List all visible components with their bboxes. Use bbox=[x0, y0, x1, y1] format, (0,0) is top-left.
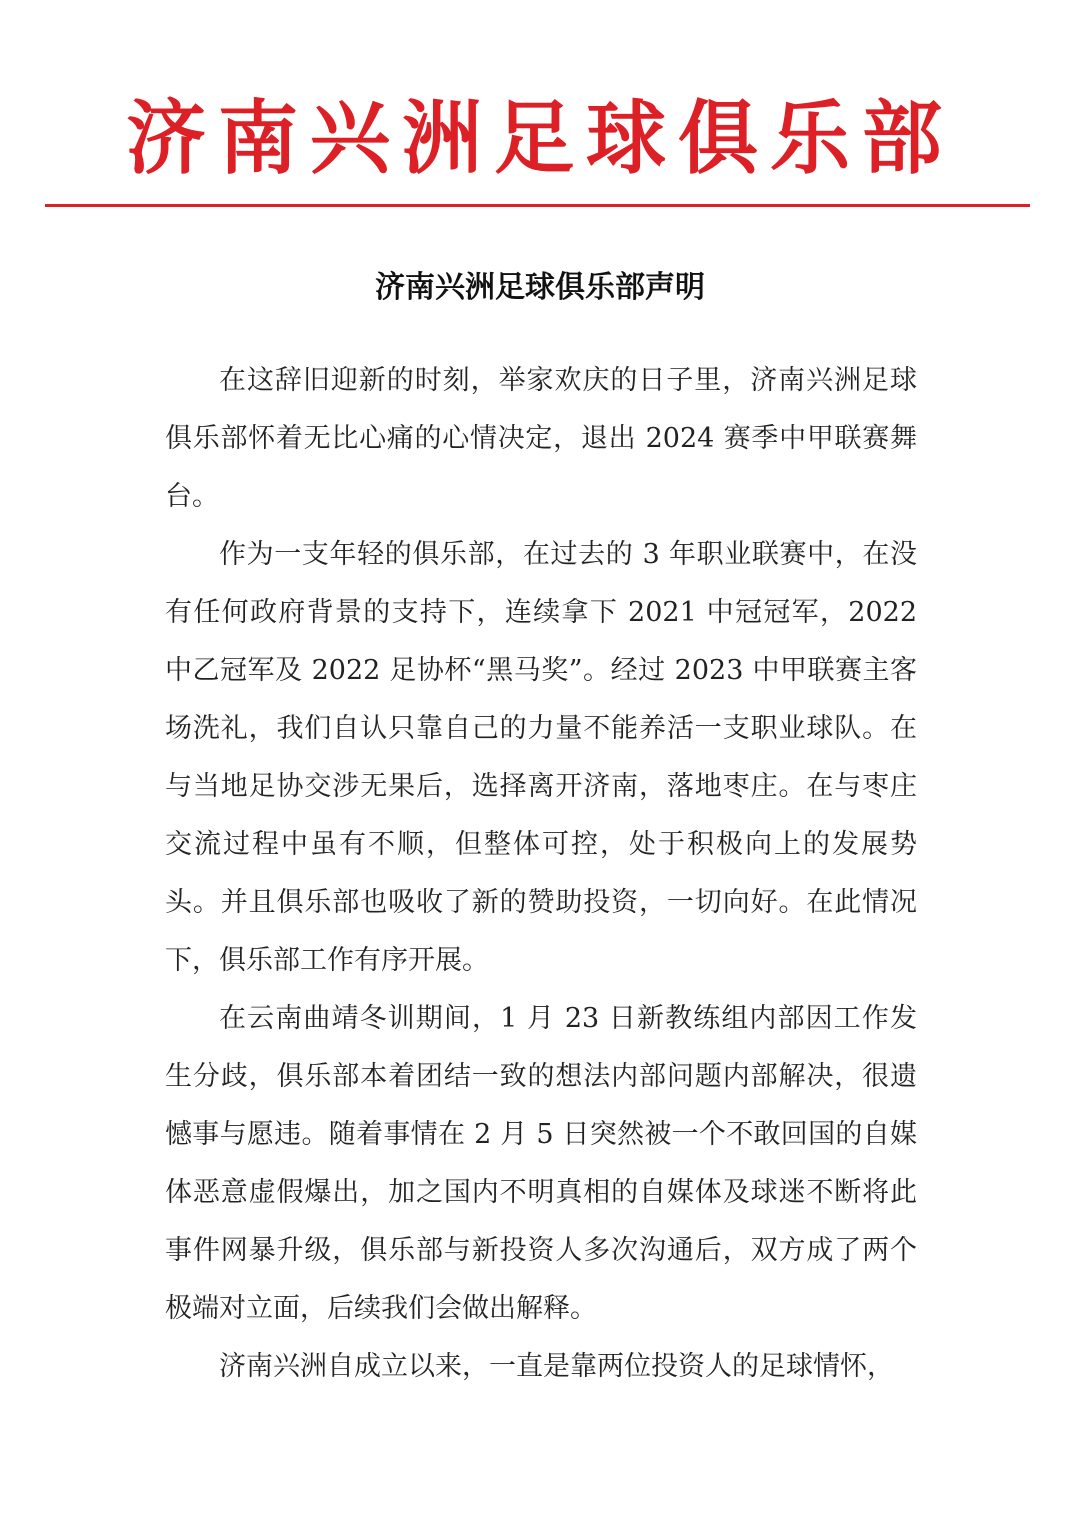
document-body bbox=[165, 352, 917, 1396]
paragraph-2: 作为一支年轻的俱乐部，在过去的 3 年职业联赛中，在没有任何政府背景的支持下，连续拿下 2021 中冠冠军，2022 中乙冠军及 2022 足协杯“黑马奖”。经过 2023 中甲联赛主客场洗礼，我们自认只靠自己的力量不能养活一支职业球队。在与当地足协交涉无果后，选择离开济南，落地枣庄。在与枣庄交流过程中虽有不顺，但整体可控，处于积极向上的发展势头。并且俱乐部也吸收了新的赞助投资，一切向好。在此情况下，俱乐部工作有序开展。 bbox=[165, 539, 917, 976]
paragraph-3: 在云南曲靖冬训期间，1 月 23 日新教练组内部因工作发生分歧，俱乐部本着团结一致的想法内部问题内部解决，很遗憾事与愿违。随着事情在 2 月 5 日突然被一个不敢回国的自媒体恶意虚假爆出，加之国内不明真相的自媒体及球迷不断将此事件网暴升级，俱乐部与新投资人多次沟通后，双方成了两个极端对立面，后续我们会做出解释。 bbox=[165, 1003, 917, 1324]
paragraph-1: 在这辞旧迎新的时刻，举家欢庆的日子里，济南兴洲足球俱乐部怀着无比心痛的心情决定，退出 2024 赛季中甲联赛舞台。 bbox=[165, 365, 917, 512]
letterhead-org-name: 济南兴洲足球俱乐部 bbox=[126, 91, 954, 185]
paragraph-4: 济南兴洲自成立以来，一直是靠两位投资人的足球情怀， bbox=[219, 1351, 894, 1382]
letterhead-divider bbox=[45, 204, 1030, 207]
document-title: 济南兴洲足球俱乐部声明 bbox=[375, 270, 705, 305]
